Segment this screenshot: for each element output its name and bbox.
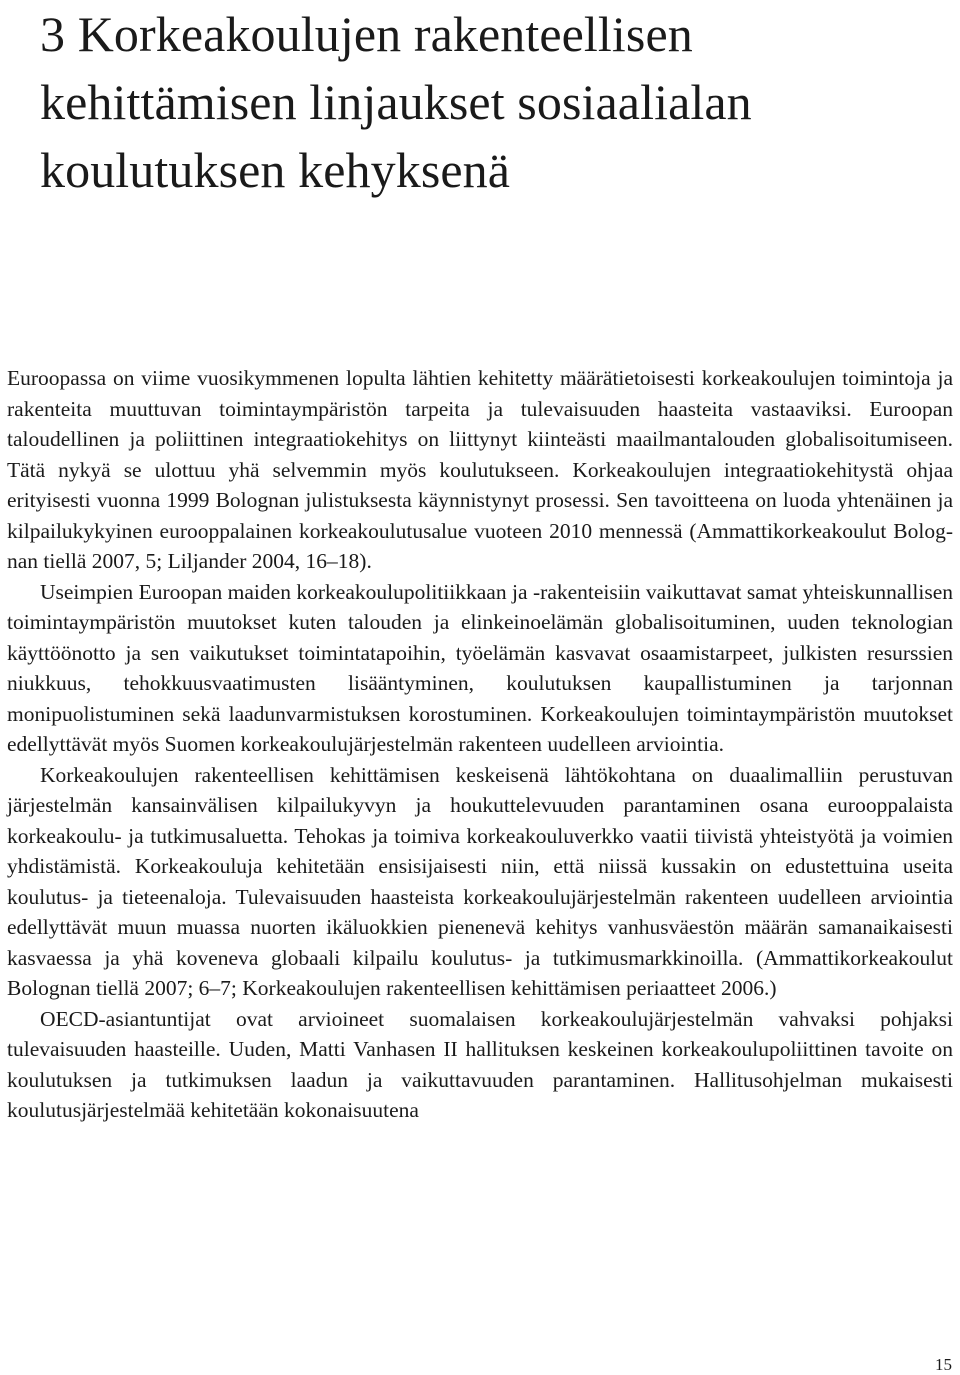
chapter-title: 3 Korkeakoulujen rakenteellisen kehittämisen linjaukset sosiaalialan koulutuksen kehyksenä [40,6,752,198]
paragraph-3: Korkeakoulujen rakenteellisen kehittämisen keskeisenä lähtökohtana on duaalimalliin perustuvan järjestelmän kansainvälisen kilpailukyvyn ja houkuttelevuuden parantaminen osana eurooppalaista korkeakoulu- ja tutkimusaluetta. Tehokas ja toimiva korkeakouluverkko vaatii tiivistä yhteistyötä ja voimien yhdistämistä. Korkeakouluja kehitetään ensisijaisesti niin, että niissä kussakin on edustettuina useita koulutus- ja tieteenaloja. Tulevaisuuden haasteista korkeakoulujärjestelmän rakenteen uudelleen arviointia edellyttävät muun muassa nuorten ikäluokkien pienenevä kehitys vanhusväestön määrän samanaikaisesti kasvaessa ja yhä koveneva globaali kilpailu koulutus- ja tutkimusmarkkinoilla. (Ammattikorkeakoulut Bolognan tiellä 2007; 6–7; Korkeakoulujen rakenteellisen kehittämisen periaatteet 2006.) [7,762,953,1000]
page-number: 15 [935,1355,952,1374]
paragraph-2: Useimpien Euroopan maiden korkeakoulupolitiikkaan ja -rakenteisiin vaikuttavat samat yhteiskunnallisen toimintaympäristön muutokset kuten talouden ja elinkeinoelämän globalisoituminen, uuden teknologian käyttöönotto ja sen vaikutukset toimintatapoihin, työelämän kasvavat osaamistarpeet, julkisten resurssien niukkuus, tehokkuusvaatimusten lisääntyminen, koulutuksen kaupallistuminen ja tarjonnan monipuolistuminen sekä laadunvarmistuksen korostuminen. Korkeakoulujen toimintaympäristön muutokset edellyttävät myös Suomen korkeakoulujärjestelmän rakenteen uudelleen arviointia. [7,579,953,756]
body-text [7,363,953,1126]
paragraph-4: OECD-asiantuntijat ovat arvioineet suomalaisen korkeakoulujärjestelmän vahvaksi pohjaksi tulevaisuuden haasteille. Uuden, Matti Vanhasen II hallituksen keskeinen korkeakoulupoliittinen tavoite on koulutuksen ja tutkimuksen laadun ja vaikuttavuuden parantaminen. Hallitusohjelman mukaisesti koulutusjärjestelmää kehitetään kokonaisuutena [7,1006,953,1122]
paragraph-1: Euroopassa on viime vuosikymmenen lopulta lähtien kehitetty määrätietoisesti korkeakoulujen toimintoja ja rakenteita muuttuvan toimintaympäristön tarpeita ja tulevaisuuden haasteita vastaaviksi. Euroopan taloudellinen ja poliittinen integraatiokehitys on liittynyt kiinteästi maailmantalouden globalisoitumiseen. Tätä nykyä se ulottuu yhä selvemmin myös koulutukseen. Korkeakoulujen integraatiokehitystä ohjaa erityisesti vuonna 1999 Bolognan julistuksesta käynnistynyt prosessi. Sen tavoitteena on luoda yhtenäinen ja kilpailukykyinen eurooppalainen korkeakoulutusalue vuoteen 2010 mennessä (Ammattikorkeakoulut Bolognan tiellä 2007, 5; Liljander 2004, 16–18). [7,366,953,573]
